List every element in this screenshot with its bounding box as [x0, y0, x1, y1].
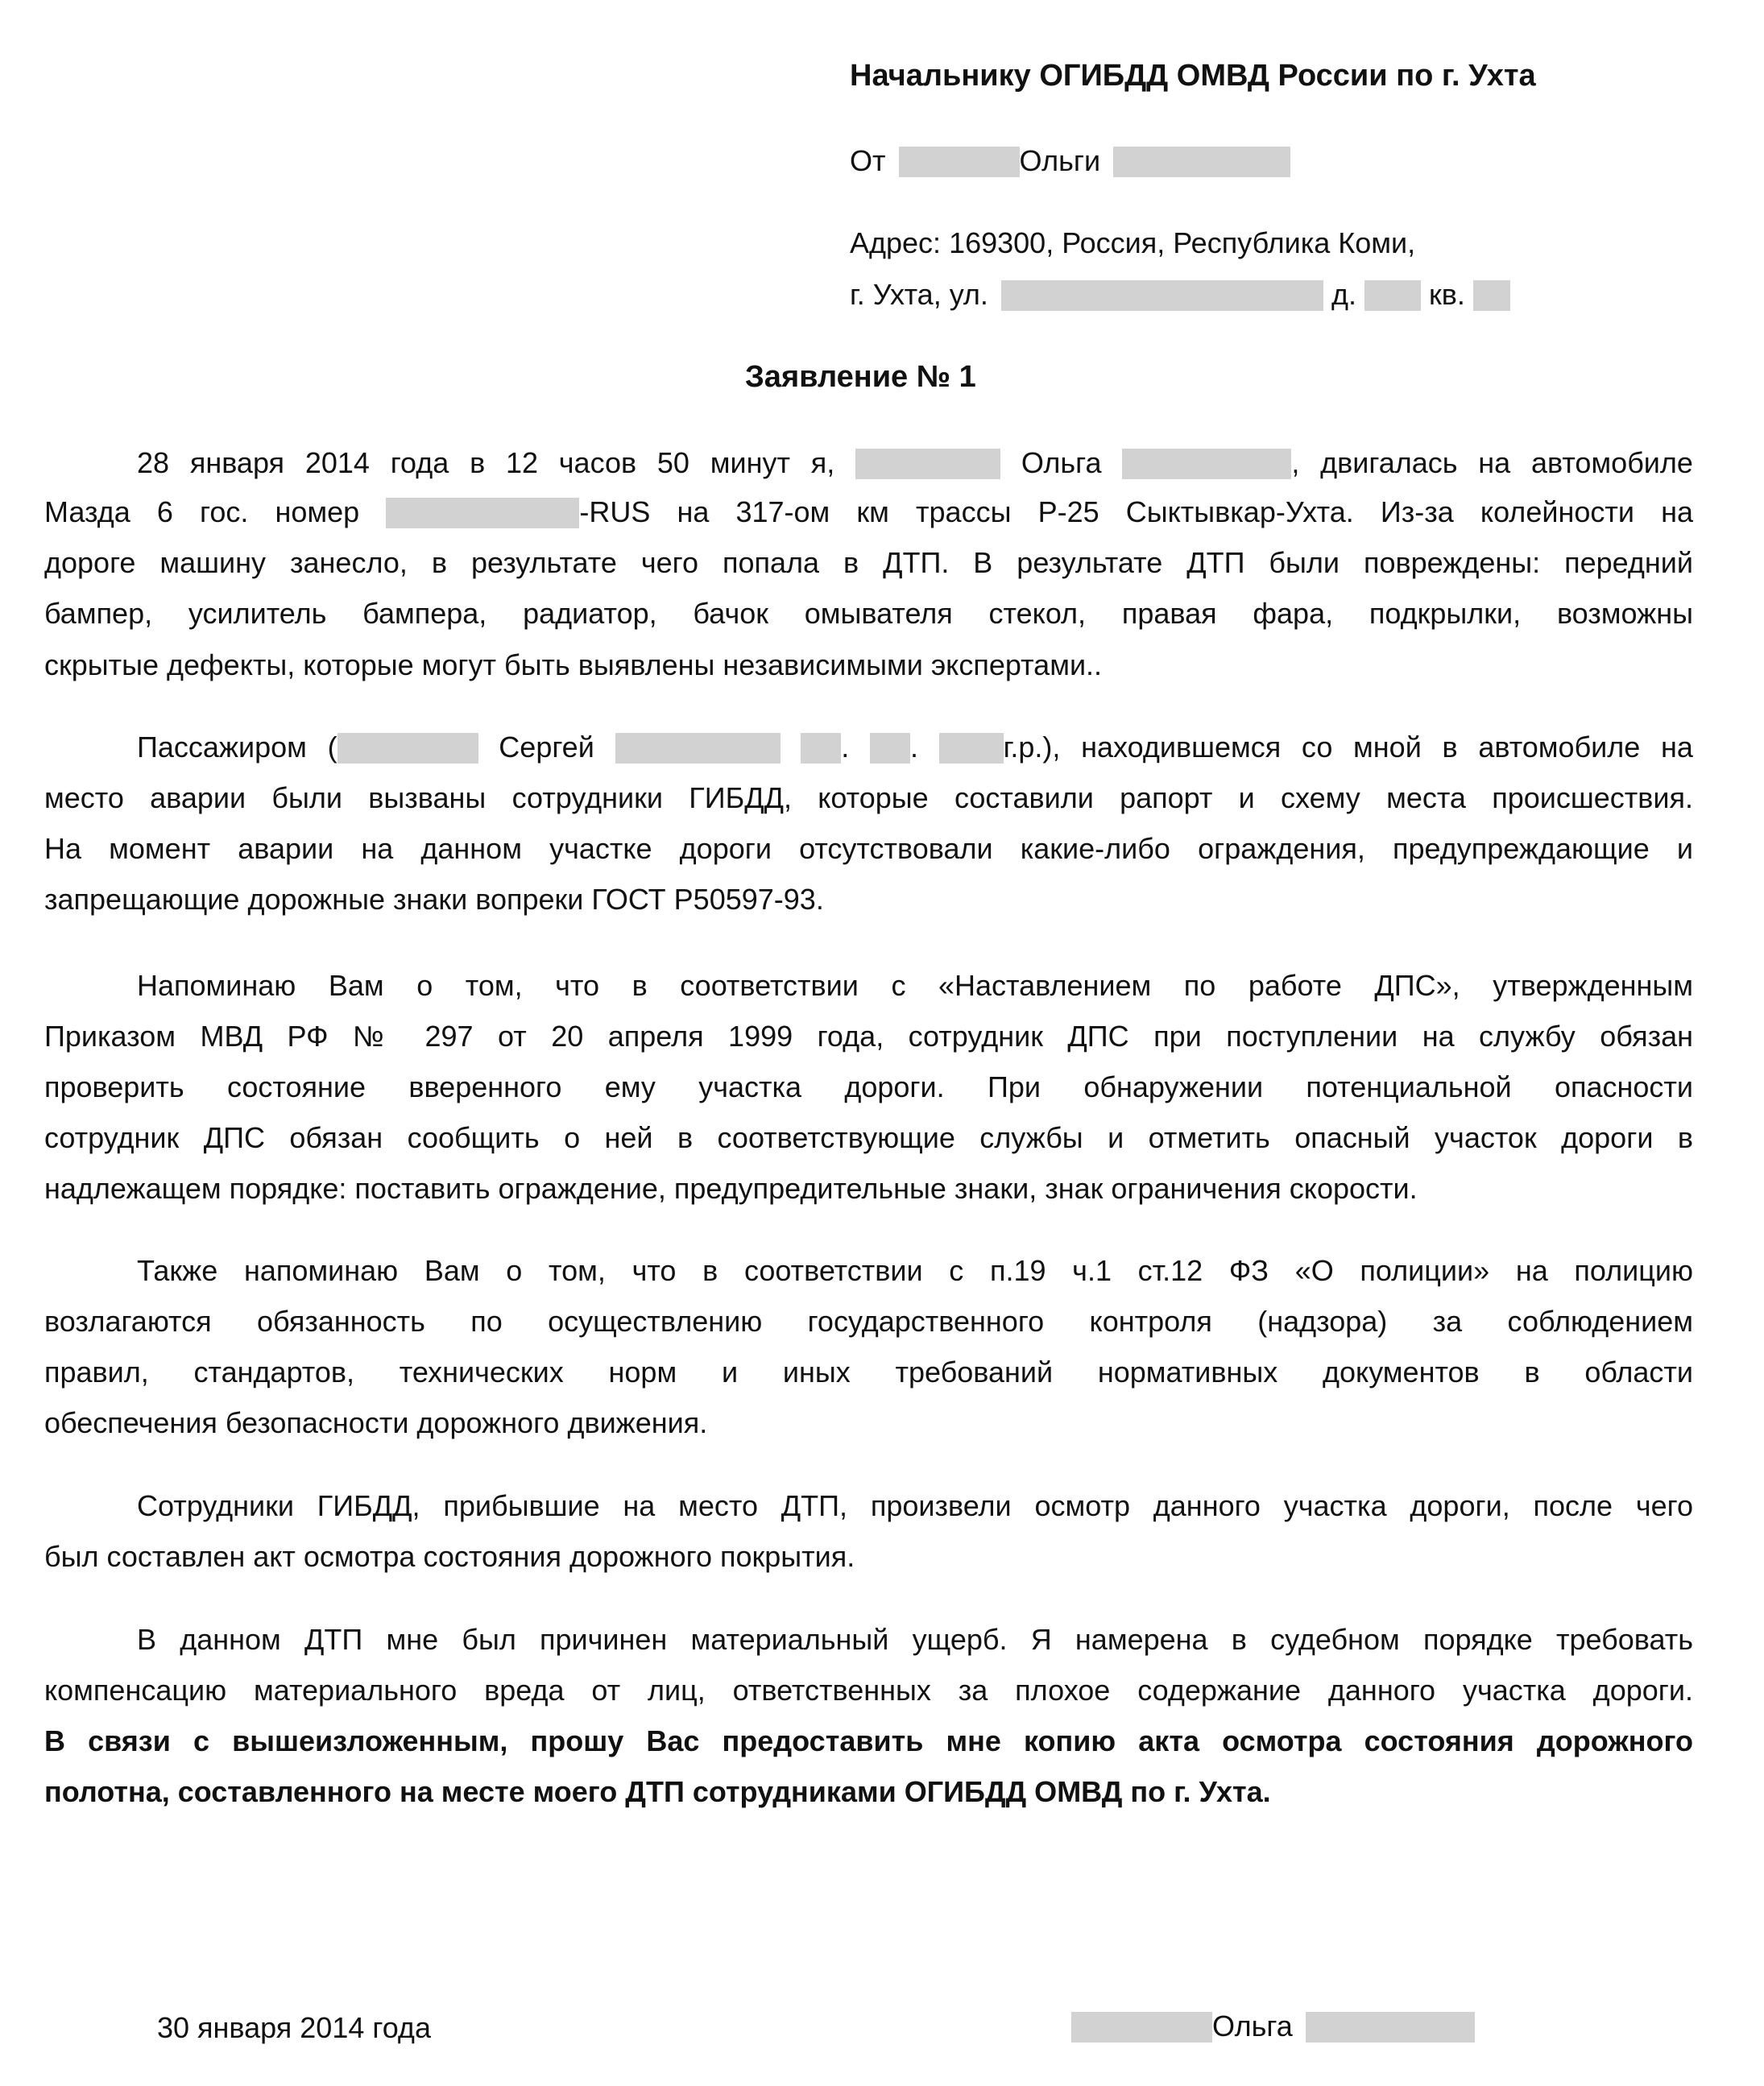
p6-line-2: компенсацию материального вреда от лиц, ответственных за плохое содержание данного участка дороги.	[44, 1674, 1693, 1707]
redaction	[1364, 280, 1421, 311]
address-line-2	[850, 277, 1510, 312]
p2-line-1	[44, 730, 1693, 765]
p1-line-4: бампер, усилитель бампера, радиатор, бачок омывателя стекол, правая фара, подкрылки, возможны	[44, 597, 1693, 630]
p2-text-b: г.р.), находившемся со мной в автомобиле на	[1003, 731, 1693, 764]
p4-line-4: обеспечения безопасности дорожного движения.	[44, 1406, 708, 1439]
p1-text-c: Мазда 6 гос. номер	[44, 495, 360, 528]
p2-text-a: Пассажиром (	[137, 731, 337, 764]
p1-text-a: 28 января 2014 года в 12 часов 50 минут я,	[137, 446, 835, 479]
redaction	[1001, 280, 1323, 311]
p1-line-3: дороге машину занесло, в результате чего попала в ДТП. В результате ДТП были повреждены: передний	[44, 546, 1693, 579]
p1-line-1	[44, 445, 1693, 481]
p3-line-3: проверить состояние вверенного ему участка дороги. При обнаружении потенциальной опасности	[44, 1070, 1693, 1103]
show-through-texture	[16, 169, 53, 329]
p3-line-2: Приказом МВД РФ № 297 от 20 апреля 1999 года, сотрудник ДПС при поступлении на службу обязан	[44, 1020, 1693, 1053]
p2-line-4: запрещающие дорожные знаки вопреки ГОСТ Р50597-93.	[44, 883, 824, 916]
redaction	[1122, 449, 1291, 479]
p3-line-1: Напоминаю Вам о том, что в соответствии с «Наставлением по работе ДПС», утвержденным	[137, 969, 1693, 1002]
redaction	[870, 733, 910, 764]
p3-line-5: надлежащем порядке: поставить ограждение, предупредительные знаки, знак ограничения скорости.	[44, 1172, 1418, 1205]
redaction	[899, 147, 1020, 177]
p5-line-1: Сотрудники ГИБДД, прибывшие на место ДТП, произвели осмотр данного участка дороги, после чего	[137, 1489, 1693, 1522]
redaction	[337, 733, 478, 764]
redaction	[1071, 2012, 1212, 2043]
p6-line-4: полотна, составленного на месте моего ДТП сотрудниками ОГИБДД ОМВД по г. Ухта.	[44, 1775, 1271, 1808]
redaction	[855, 449, 1000, 479]
redaction	[1113, 147, 1290, 177]
sender-line	[850, 143, 1290, 179]
p4-line-3: правил, стандартов, технических норм и иных требований нормативных документов в области	[44, 1355, 1693, 1389]
p1-text-b: , двигалась на автомобиле	[1291, 446, 1693, 479]
sender-prefix: От	[850, 144, 886, 177]
redaction	[1306, 2012, 1475, 2043]
p2-dot-1: .	[841, 731, 850, 764]
p6-line-1: В данном ДТП мне был причинен материальный ущерб. Я намерена в судебном порядке требовать	[137, 1623, 1693, 1656]
p1-name: Ольга	[1021, 446, 1102, 479]
redaction	[386, 498, 579, 528]
redaction	[1473, 280, 1510, 311]
addressee: Начальнику ОГИБДД ОМВД России по г. Ухта	[850, 59, 1536, 93]
p5-line-2: был составлен акт осмотра состояния дорожного покрытия.	[44, 1540, 855, 1573]
p3-line-4: сотрудник ДПС обязан сообщить о ней в соответствующие службы и отметить опасный участок дороги в	[44, 1121, 1693, 1154]
redaction	[615, 733, 781, 764]
document-title: Заявление № 1	[745, 360, 976, 394]
sender-name: Ольги	[1019, 144, 1101, 177]
p6-line-3: В связи с вышеизложенным, прошу Вас предоставить мне копию акта осмотра состояния дорожного	[44, 1724, 1693, 1757]
apt-label: кв.	[1429, 278, 1465, 311]
signature-block	[1071, 2009, 1475, 2044]
p2-line-2: место аварии были вызваны сотрудники ГИБДД, которые составили рапорт и схему места происшествия.	[44, 781, 1693, 814]
house-label: д.	[1331, 278, 1356, 311]
street-prefix: г. Ухта, ул.	[850, 278, 988, 311]
signature-name: Ольга	[1212, 2009, 1293, 2043]
p1-line-5: скрытые дефекты, которые могут быть выявлены независимыми экспертами..	[44, 648, 1103, 681]
p4-line-2: возлагаются обязанность по осуществлению государственного контроля (надзора) за соблюдением	[44, 1305, 1693, 1338]
redaction	[801, 733, 841, 764]
p1-text-d: -RUS на 317-ом км трассы Р-25 Сыктывкар-Ухта. Из-за колейности на	[579, 495, 1693, 528]
p1-line-2	[44, 495, 1693, 530]
redaction	[939, 733, 1004, 764]
address-line-1: Адрес: 169300, Россия, Республика Коми,	[850, 226, 1416, 259]
p2-line-3: На момент аварии на данном участке дороги отсутствовали какие-либо ограждения, предупреждающие и	[44, 832, 1693, 865]
p4-line-1: Также напоминаю Вам о том, что в соответствии с п.19 ч.1 ст.12 ФЗ «О полиции» на полицию	[137, 1254, 1693, 1287]
p2-name: Сергей	[499, 731, 594, 764]
p2-dot-2: .	[909, 731, 918, 764]
document-date: 30 января 2014 года	[157, 2011, 431, 2044]
